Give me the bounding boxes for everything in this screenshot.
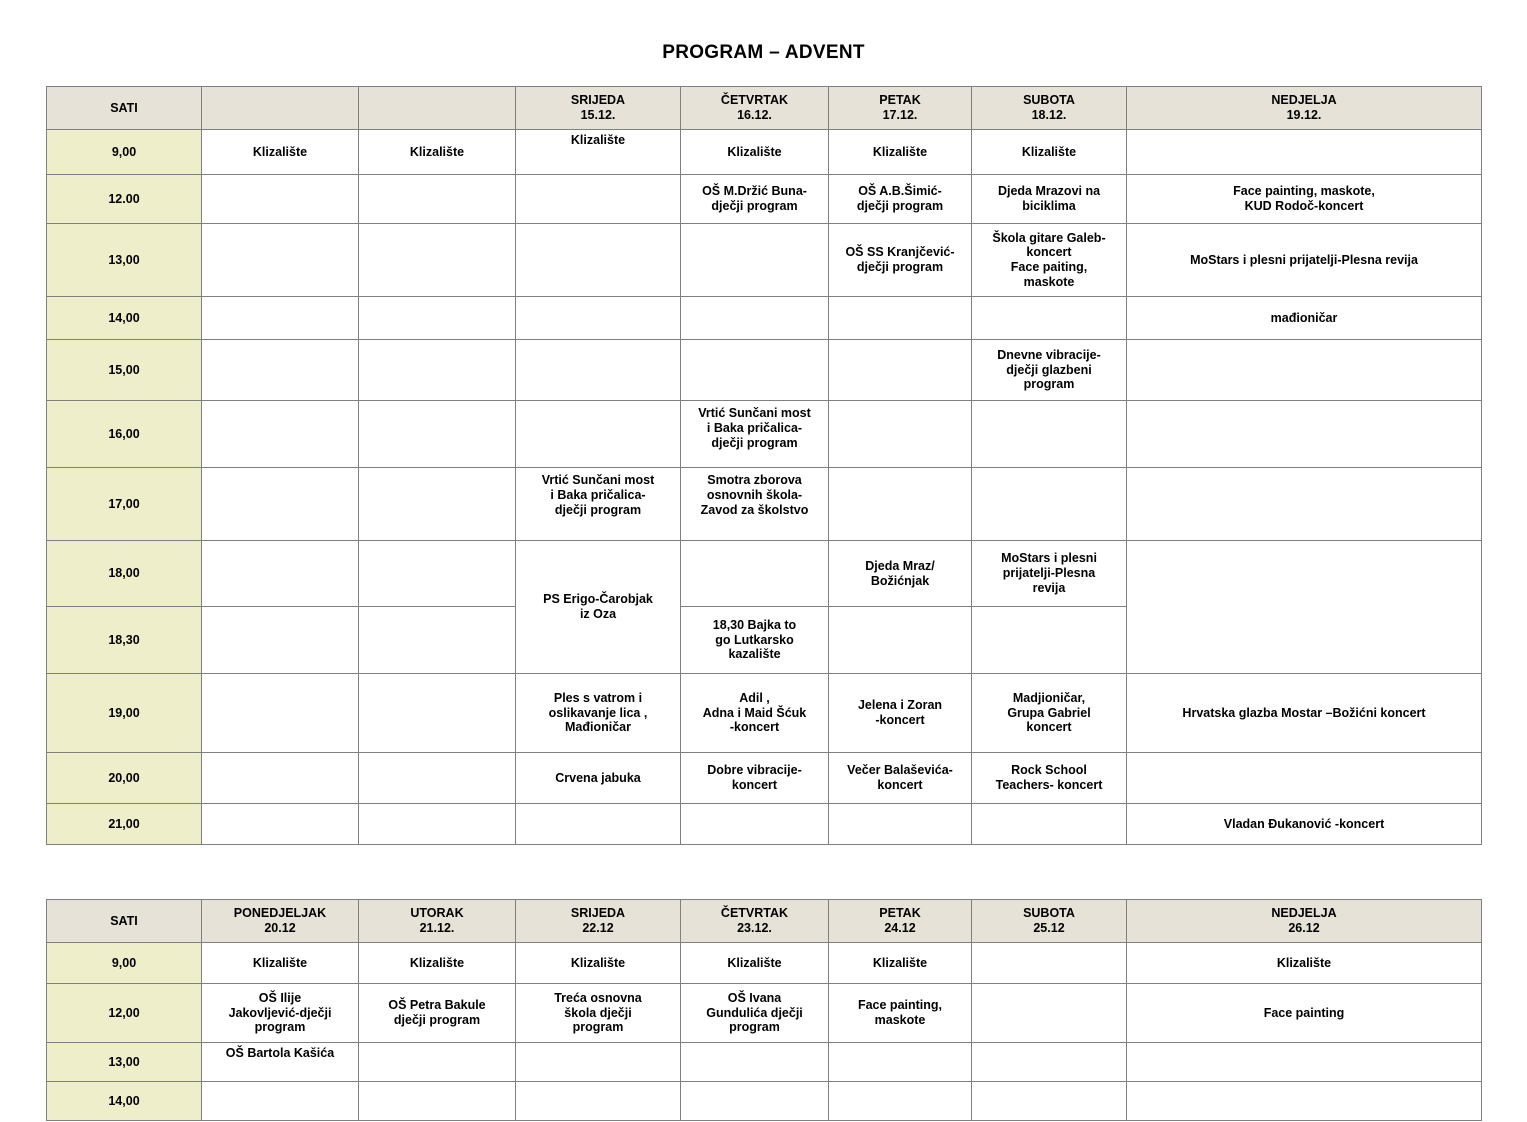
time-label: 12,00 (47, 984, 202, 1043)
program-cell: mađioničar (1127, 297, 1482, 340)
program-cell (202, 674, 359, 753)
program-cell: OŠ A.B.Šimić- dječji program (829, 175, 972, 224)
program-cell (202, 753, 359, 804)
program-cell (681, 541, 829, 607)
program-cell (681, 804, 829, 845)
program-cell (516, 175, 681, 224)
table-row (47, 1082, 1482, 1121)
program-cell: Jelena i Zoran -koncert (829, 674, 972, 753)
table-row (47, 130, 1482, 175)
table2-header-cell-0: SATI (47, 900, 202, 943)
table-row (47, 753, 1482, 804)
program-cell (681, 1082, 829, 1121)
program-cell (516, 297, 681, 340)
program-cell (359, 468, 516, 541)
program-cell (829, 468, 972, 541)
program-cell (359, 224, 516, 297)
table1-header-cell-3: SRIJEDA 15.12. (516, 87, 681, 130)
program-cell: Klizalište (516, 943, 681, 984)
program-cell (972, 468, 1127, 541)
program-cell (681, 1043, 829, 1082)
program-cell (359, 175, 516, 224)
program-cell: Vrtić Sunčani most i Baka pričalica- dječji program (516, 468, 681, 541)
program-cell (972, 1043, 1127, 1082)
program-cell (1127, 401, 1482, 468)
program-cell (359, 541, 516, 607)
program-cell: OŠ M.Držić Buna- dječji program (681, 175, 829, 224)
program-cell: Škola gitare Galeb- koncert Face paiting, maskote (972, 224, 1127, 297)
time-label: 17,00 (47, 468, 202, 541)
table-row (47, 401, 1482, 468)
program-cell (972, 984, 1127, 1043)
table1-header-cell-4: ČETVRTAK 16.12. (681, 87, 829, 130)
program-cell: Crvena jabuka (516, 753, 681, 804)
table2-header-row (47, 900, 1482, 943)
table1-header-cell-1 (202, 87, 359, 130)
table2-header-cell-6: SUBOTA 25.12 (972, 900, 1127, 943)
program-cell: Klizalište (829, 130, 972, 175)
program-cell (202, 1082, 359, 1121)
program-cell: Klizalište (972, 130, 1127, 175)
program-cell: Ples s vatrom i oslikavanje lica , Mađioničar (516, 674, 681, 753)
table-row (47, 984, 1482, 1043)
table1-header-row (47, 87, 1482, 130)
program-cell (202, 297, 359, 340)
time-label: 13,00 (47, 224, 202, 297)
program-cell (1127, 340, 1482, 401)
time-label: 18,30 (47, 607, 202, 674)
time-label: 15,00 (47, 340, 202, 401)
schedule-table-week-1 (46, 86, 1482, 845)
program-cell: OŠ SS Kranjčević- dječji program (829, 224, 972, 297)
time-label: 16,00 (47, 401, 202, 468)
program-cell (202, 541, 359, 607)
time-label: 9,00 (47, 130, 202, 175)
program-cell: OŠ Ivana Gundulića dječji program (681, 984, 829, 1043)
program-cell: Treća osnovna škola dječji program (516, 984, 681, 1043)
program-cell (972, 1082, 1127, 1121)
program-cell: Hrvatska glazba Mostar –Božićni koncert (1127, 674, 1482, 753)
program-cell: Madjioničar, Grupa Gabriel koncert (972, 674, 1127, 753)
program-cell (1127, 468, 1482, 541)
program-cell (1127, 130, 1482, 175)
program-cell (359, 401, 516, 468)
program-cell (829, 1082, 972, 1121)
program-cell (516, 340, 681, 401)
table2-header-cell-7: NEDJELJA 26.12 (1127, 900, 1482, 943)
program-cell: Večer Balaševića- koncert (829, 753, 972, 804)
program-cell (516, 224, 681, 297)
table-row (47, 943, 1482, 984)
program-cell (681, 340, 829, 401)
program-cell (829, 340, 972, 401)
table2-body (47, 943, 1482, 1121)
program-cell: Face painting (1127, 984, 1482, 1043)
program-cell: Klizalište (829, 943, 972, 984)
program-cell: Dnevne vibracije- dječji glazbeni program (972, 340, 1127, 401)
table1-header-cell-6: SUBOTA 18.12. (972, 87, 1127, 130)
program-cell (829, 804, 972, 845)
program-cell: Klizalište (681, 130, 829, 175)
program-cell (202, 401, 359, 468)
table-row (47, 674, 1482, 753)
program-cell: OŠ Bartola Kašića (202, 1043, 359, 1082)
table-separator (46, 845, 1481, 899)
table2-header-cell-1: PONEDJELJAK 20.12 (202, 900, 359, 943)
table-row (47, 541, 1482, 607)
program-cell: Klizalište (1127, 943, 1482, 984)
program-cell (516, 1043, 681, 1082)
table1-header-cell-0: SATI (47, 87, 202, 130)
program-cell: Vladan Đukanović -koncert (1127, 804, 1482, 845)
program-cell (1127, 753, 1482, 804)
program-cell: PS Erigo-Čarobjak iz Oza (516, 541, 681, 674)
table2-header-cell-2: UTORAK 21.12. (359, 900, 516, 943)
table1-header-cell-5: PETAK 17.12. (829, 87, 972, 130)
program-cell (359, 1043, 516, 1082)
program-cell: Djeda Mrazovi na biciklima (972, 175, 1127, 224)
table-row (47, 1043, 1482, 1082)
program-cell: OŠ Petra Bakule dječji program (359, 984, 516, 1043)
program-cell (359, 804, 516, 845)
program-cell (202, 804, 359, 845)
time-label: 9,00 (47, 943, 202, 984)
time-label: 20,00 (47, 753, 202, 804)
program-cell (359, 753, 516, 804)
program-cell: Face painting, maskote, KUD Rodoč-koncert (1127, 175, 1482, 224)
time-label: 13,00 (47, 1043, 202, 1082)
schedule-table-week-2 (46, 899, 1482, 1121)
program-cell (516, 1082, 681, 1121)
table-row (47, 804, 1482, 845)
program-cell (829, 1043, 972, 1082)
program-cell: Smotra zborova osnovnih škola- Zavod za školstvo (681, 468, 829, 541)
program-cell (516, 804, 681, 845)
program-cell: OŠ Ilije Jakovljević-dječji program (202, 984, 359, 1043)
program-cell: Klizalište (516, 130, 681, 175)
program-cell (202, 468, 359, 541)
time-label: 19,00 (47, 674, 202, 753)
program-cell (681, 224, 829, 297)
program-cell: Klizalište (202, 943, 359, 984)
program-cell: MoStars i plesni prijatelji-Plesna revija (972, 541, 1127, 607)
program-cell: Face painting, maskote (829, 984, 972, 1043)
program-cell (359, 297, 516, 340)
table-row (47, 175, 1482, 224)
program-cell (516, 401, 681, 468)
program-cell (681, 297, 829, 340)
program-cell: Klizalište (202, 130, 359, 175)
table2-header-cell-3: SRIJEDA 22.12 (516, 900, 681, 943)
time-label: 14,00 (47, 1082, 202, 1121)
program-cell: Klizalište (359, 943, 516, 984)
program-cell (202, 340, 359, 401)
program-cell (829, 607, 972, 674)
table-row (47, 468, 1482, 541)
program-cell: Dobre vibracije- koncert (681, 753, 829, 804)
program-cell: Adil , Adna i Maid Šćuk -koncert (681, 674, 829, 753)
program-cell: Vrtić Sunčani most i Baka pričalica- dječji program (681, 401, 829, 468)
program-cell: Klizalište (359, 130, 516, 175)
table2-header-cell-4: ČETVRTAK 23.12. (681, 900, 829, 943)
program-cell (359, 607, 516, 674)
document-page (0, 42, 1527, 1122)
program-cell (1127, 541, 1482, 674)
program-cell: 18,30 Bajka to go Lutkarsko kazalište (681, 607, 829, 674)
program-cell (1127, 1082, 1482, 1121)
time-label: 12.00 (47, 175, 202, 224)
table1-header-cell-7: NEDJELJA 19.12. (1127, 87, 1482, 130)
time-label: 21,00 (47, 804, 202, 845)
table1-header-cell-2 (359, 87, 516, 130)
program-cell (972, 607, 1127, 674)
table-row (47, 297, 1482, 340)
time-label: 14,00 (47, 297, 202, 340)
table2-header-cell-5: PETAK 24.12 (829, 900, 972, 943)
program-cell (972, 943, 1127, 984)
program-cell: Rock School Teachers- koncert (972, 753, 1127, 804)
program-cell (972, 297, 1127, 340)
program-cell: Klizalište (681, 943, 829, 984)
program-cell (1127, 1043, 1482, 1082)
program-cell (359, 340, 516, 401)
program-cell: Djeda Mraz/ Božićnjak (829, 541, 972, 607)
table1-body (47, 130, 1482, 845)
program-cell (359, 1082, 516, 1121)
program-cell (202, 224, 359, 297)
time-label: 18,00 (47, 541, 202, 607)
program-cell (972, 804, 1127, 845)
program-cell (202, 175, 359, 224)
program-cell (829, 401, 972, 468)
program-cell (202, 607, 359, 674)
program-cell (359, 674, 516, 753)
page-title: PROGRAM – ADVENT (662, 42, 865, 63)
program-cell (972, 401, 1127, 468)
program-cell: MoStars i plesni prijatelji-Plesna revija (1127, 224, 1482, 297)
table-row (47, 340, 1482, 401)
table-row (47, 224, 1482, 297)
program-cell (829, 297, 972, 340)
